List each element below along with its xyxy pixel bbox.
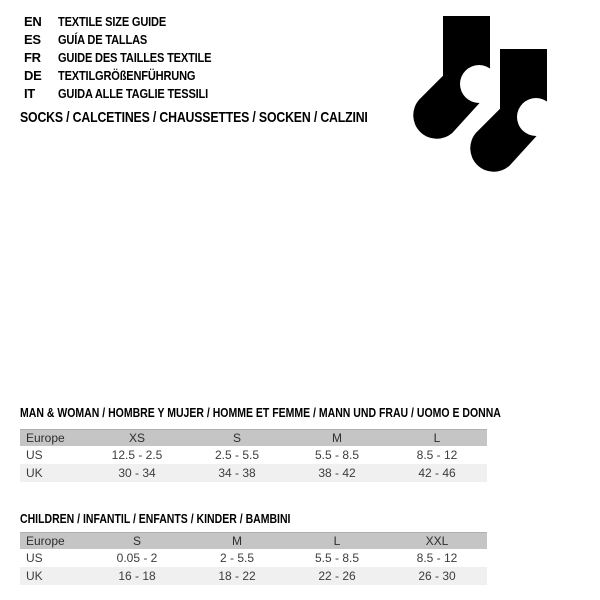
column-header-size: M (332, 431, 342, 445)
page-title (20, 109, 444, 127)
language-label: GUIDA ALLE TAGLIE TESSILI (58, 86, 209, 101)
language-label: TEXTILGRÖßENFÜHRUNG (58, 68, 196, 83)
language-row-de (24, 67, 238, 85)
table-row-uk (20, 464, 487, 482)
row-label: US (26, 448, 43, 462)
heel-circle (460, 65, 498, 103)
column-header-size: S (132, 534, 141, 548)
size-value: 2.5 - 5.5 (214, 448, 260, 462)
column-header-size: L (333, 534, 341, 548)
heel-circle (517, 98, 555, 136)
size-value: 12.5 - 2.5 (111, 448, 163, 462)
size-value: 5.5 - 8.5 (314, 551, 360, 565)
language-code: DE (24, 68, 42, 83)
language-label: GUÍA DE TALLAS (58, 32, 148, 47)
column-header-size: XXL (425, 534, 449, 548)
children-table-title-text: CHILDREN / INFANTIL / ENFANTS / KINDER / BAMBINI (20, 512, 291, 526)
size-value: 26 - 30 (418, 569, 456, 583)
language-row-en (24, 13, 238, 31)
size-value: 8.5 - 12 (416, 551, 458, 565)
table-row-us (20, 549, 487, 567)
row-label: US (26, 551, 43, 565)
socks-icon (410, 16, 556, 182)
size-value: 16 - 18 (118, 569, 156, 583)
page-title-text: SOCKS / CALCETINES / CHAUSSETTES / SOCKEN / CALZINI (20, 109, 368, 126)
table-row-uk (20, 567, 487, 585)
size-value: 5.5 - 8.5 (314, 448, 360, 462)
size-value: 22 - 26 (318, 569, 356, 583)
language-code: IT (24, 86, 35, 101)
language-row-it (24, 85, 238, 103)
man-woman-table-title-text: MAN & WOMAN / HOMBRE Y MUJER / HOMME ET FEMME / MANN UND FRAU / UOMO E DONNA (20, 406, 501, 420)
row-label: UK (26, 569, 43, 583)
column-header-size: M (232, 534, 242, 548)
language-row-es (24, 31, 238, 49)
column-header-region: Europe (26, 431, 65, 445)
language-label: TEXTILE SIZE GUIDE (58, 14, 167, 29)
size-value: 42 - 46 (418, 466, 456, 480)
column-header-size: L (433, 431, 441, 445)
table-header-row (20, 532, 487, 549)
table-header-row (20, 429, 487, 446)
size-value: 30 - 34 (118, 466, 156, 480)
column-header-region: Europe (26, 534, 65, 548)
row-label: UK (26, 466, 43, 480)
size-value: 38 - 42 (318, 466, 356, 480)
children-size-table (20, 532, 487, 585)
language-label: GUIDE DES TAILLES TEXTILE (58, 50, 212, 65)
size-value: 18 - 22 (218, 569, 256, 583)
table-row-us (20, 446, 487, 464)
size-value: 8.5 - 12 (416, 448, 458, 462)
man-woman-size-table (20, 429, 487, 482)
column-header-size: XS (128, 431, 145, 445)
language-code: EN (24, 14, 42, 29)
children-table-title (20, 512, 342, 527)
man-woman-table-title (20, 406, 592, 421)
column-header-size: S (232, 431, 241, 445)
language-row-fr (24, 49, 238, 67)
language-code: FR (24, 50, 41, 65)
size-value: 34 - 38 (218, 466, 256, 480)
language-list (24, 13, 238, 103)
language-code: ES (24, 32, 41, 47)
size-value: 2 - 5.5 (219, 551, 255, 565)
size-value: 0.05 - 2 (116, 551, 158, 565)
socks-icon-svg (410, 16, 556, 182)
